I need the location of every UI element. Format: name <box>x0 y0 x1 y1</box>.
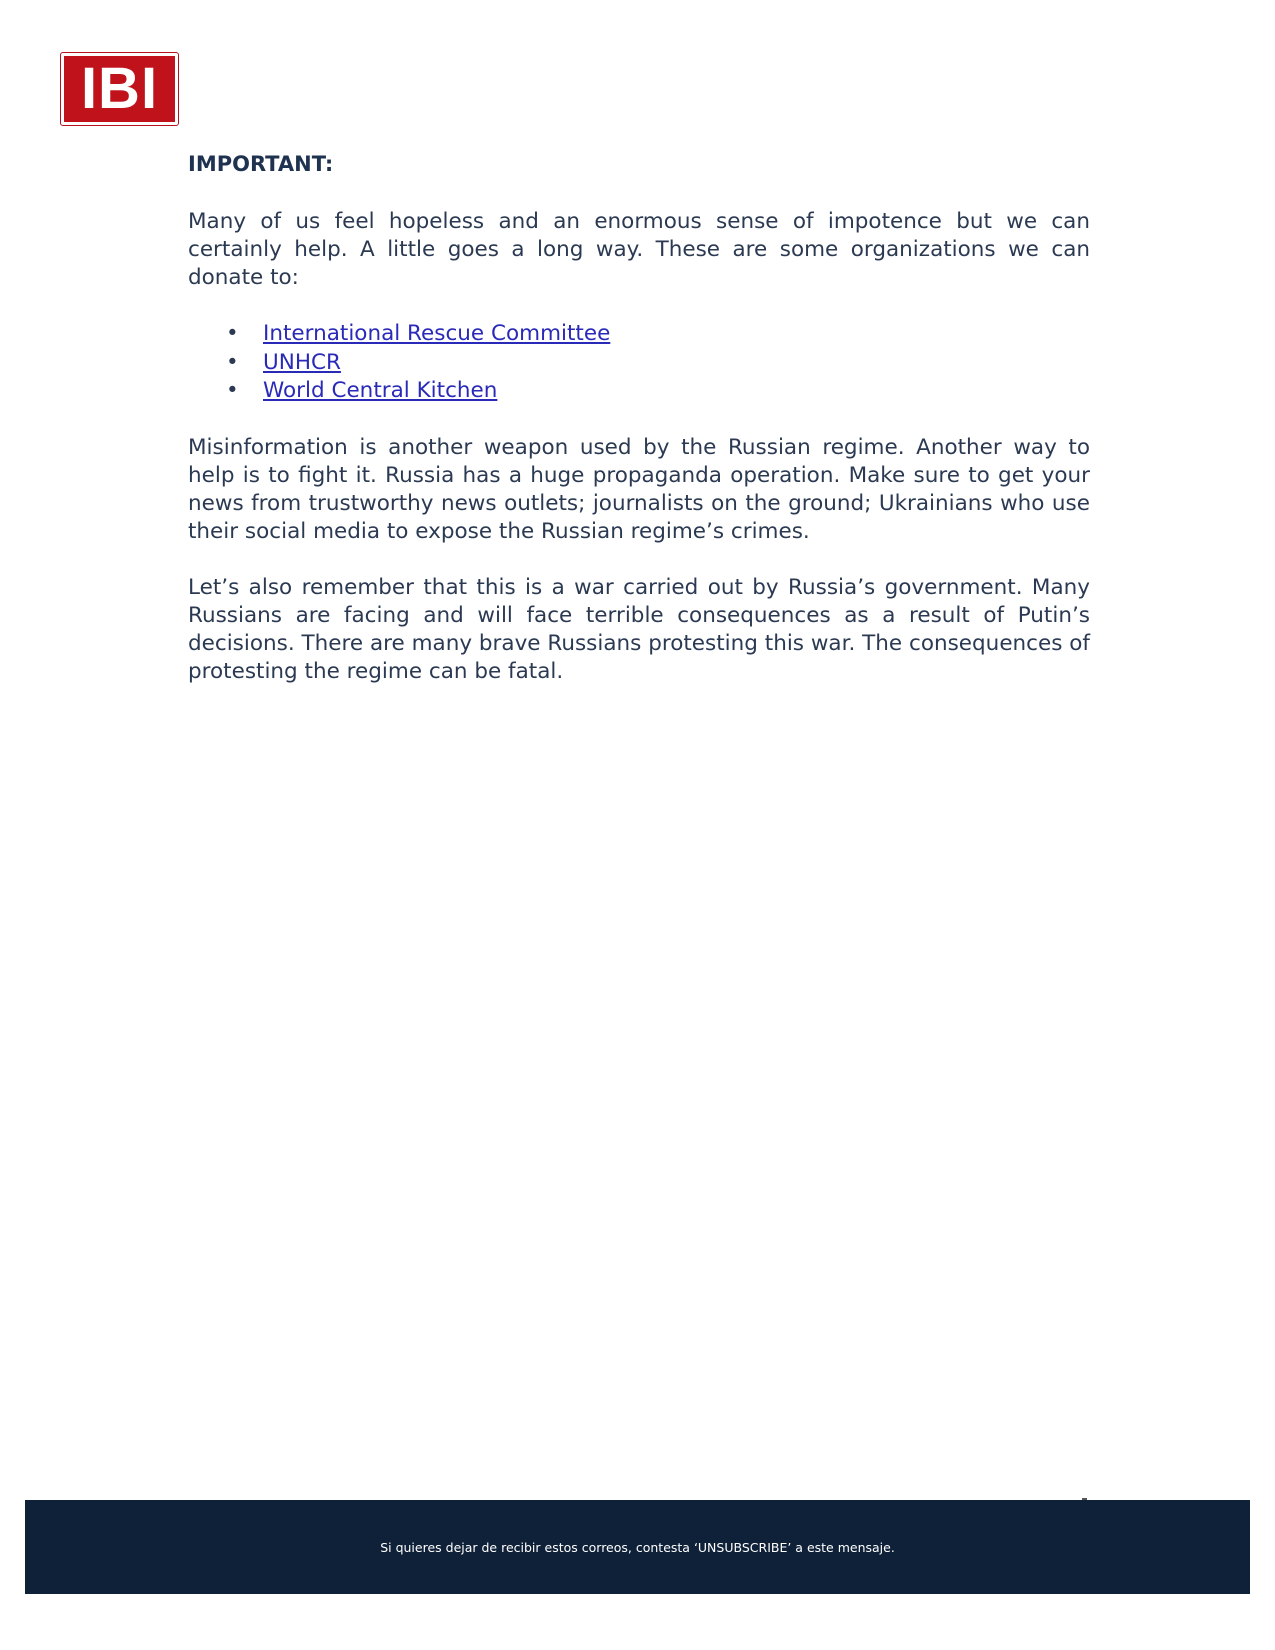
footer-banner <box>25 1500 1250 1594</box>
organizations-list <box>188 320 1090 406</box>
newsletter-body <box>188 150 1090 714</box>
logo-text: IBI <box>80 56 159 121</box>
bullet: • <box>226 321 239 346</box>
link-world-central-kitchen[interactable]: World Central Kitchen <box>263 378 498 403</box>
bullet: • <box>226 349 239 375</box>
list-item <box>188 349 1090 378</box>
bullet: • <box>226 378 239 403</box>
link-unhcr[interactable]: UNHCR <box>263 349 341 375</box>
important-heading: IMPORTANT: <box>188 152 334 176</box>
intro-paragraph: Many of us feel hopeless and an enormous sense of impotence but we can certainly help. A little goes a long way. These are some organizations we can donate to: <box>188 209 1090 290</box>
list-item <box>188 320 1090 349</box>
misinformation-paragraph: Misinformation is another weapon used by the Russian regime. Another way to help is to fight it. Russia has a huge propaganda operation. Make sure to get your news from trustworthy news outlets; journalists on the ground; Ukrainians who use their social media to expose the Russian regime’s crimes. <box>188 434 1090 544</box>
list-item <box>188 377 1090 406</box>
link-international-rescue-committee[interactable]: International Rescue Committee <box>263 321 611 346</box>
ibi-logo <box>60 52 179 126</box>
remember-paragraph: Let’s also remember that this is a war carried out by Russia’s government. Many Russians are facing and will face terrible consequences as a result of Putin’s decisions. There are many brave Russians protesting this war. The consequences of protesting the regime can be fatal. <box>188 574 1090 684</box>
logo-red-box <box>64 56 175 122</box>
unsubscribe-notice: Si quieres dejar de recibir estos correos, contesta ‘UNSUBSCRIBE’ a este mensaje. <box>380 1539 895 1555</box>
